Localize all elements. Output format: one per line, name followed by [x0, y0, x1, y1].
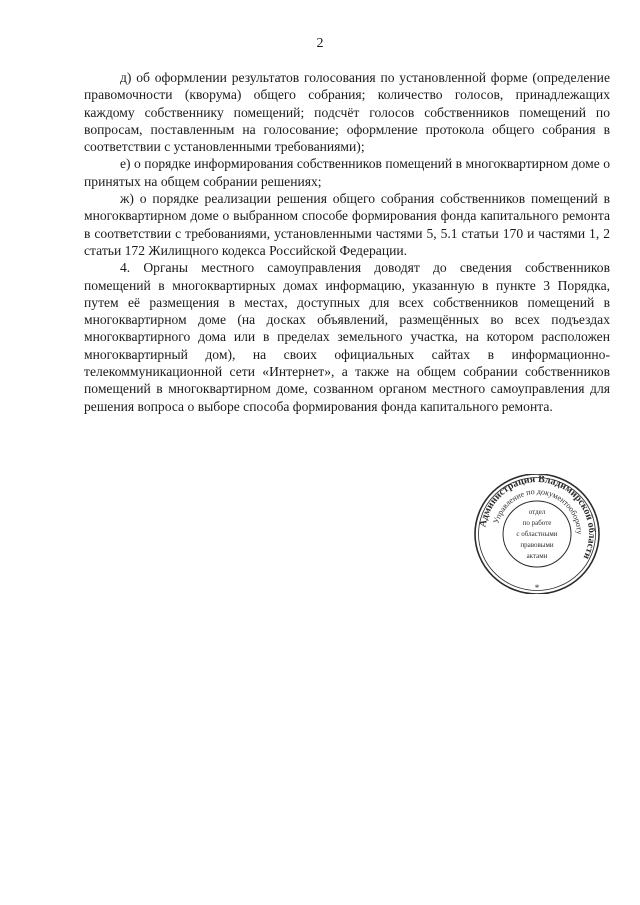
stamp-center-line: по работе	[522, 519, 552, 527]
stamp-center-line: отдел	[528, 508, 546, 516]
paragraph-4: 4. Органы местного самоуправления доводят до сведения собственников помещений в многоквартирных домах информацию, указанную в пункте 3 Порядка, путем её размещения в местах, доступных для всех собственников помещений в многоквартирном доме (на досках объявлений, размещённых во всех подъездах многоквартирного дома или в пределах земельного участка, на котором расположен многоквартирный дом), на своих официальных сайтах в информационно-телекоммуникационной сети «Интернет», а также на общем собрании собственников помещений в многоквартирном доме, созванном органом местного самоуправления для решения вопроса о выборе способа формирования фонда капитального ремонта.	[84, 260, 610, 414]
paragraph-item-e: е) о порядке информирования собственников помещений в многоквартирном доме о принятых на общем собрании решениях;	[84, 156, 610, 189]
official-stamp	[462, 474, 612, 594]
stamp-graphic	[462, 474, 612, 594]
document-body	[84, 69, 610, 415]
stamp-star-icon: *	[534, 583, 540, 593]
paragraph-item-zh: ж) о порядке реализации решения общего собрания собственников помещений в многоквартирном доме о выбранном способе формирования фонда капитального ремонта в соответствии с требованиями, установленными частями 5, 5.1 статьи 170 и частями 1, 2 статьи 172 Жилищного кодекса Российской Федерации.	[84, 191, 610, 258]
stamp-center-line: правовыми	[520, 541, 554, 549]
page-number: 2	[316, 36, 324, 51]
stamp-center-line: актами	[526, 552, 548, 560]
stamp-center-line: с областными	[516, 530, 558, 538]
paragraph-item-d: д) об оформлении результатов голосования по установленной форме (определение правомочности (кворума) общего собрания; количество голосов, принадлежащих каждому собственнику помещений; подсчёт голосов собственников помещений по вопросам, поставленным на голосование; оформление протокола общего собрания в соответствии с установленными требованиями);	[84, 70, 610, 155]
stamp-inner-ring-text: Управление по документообороту	[491, 486, 585, 535]
stamp-outer-ring-text: Администрация Владимирской области	[477, 474, 598, 561]
